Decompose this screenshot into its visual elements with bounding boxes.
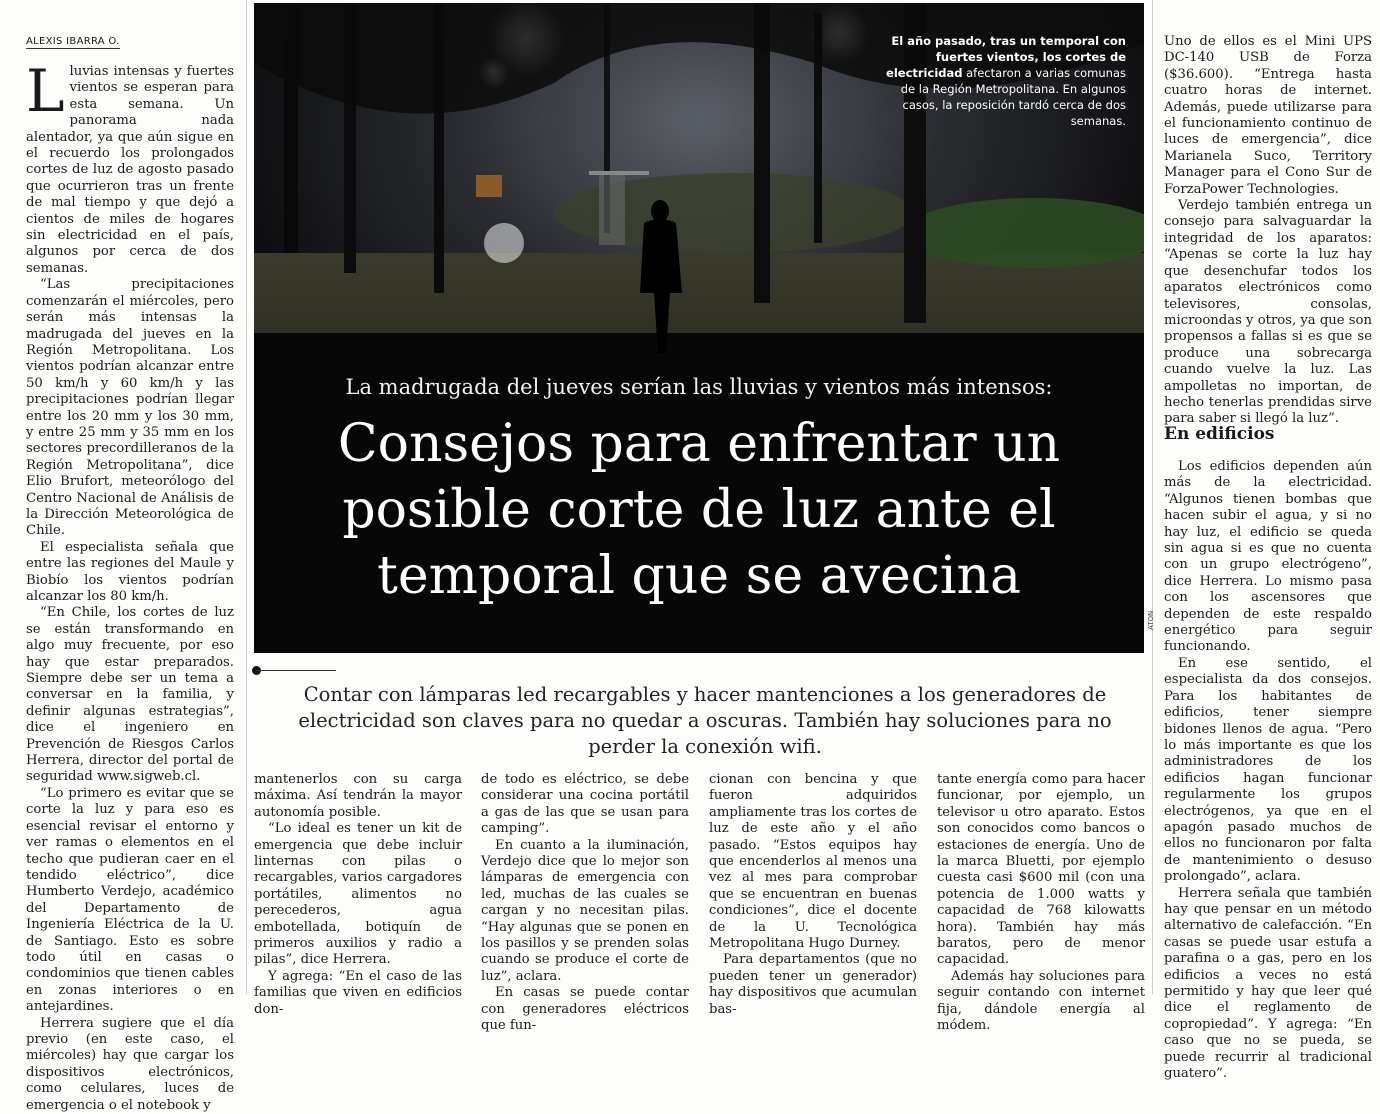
article-column-4: [709, 772, 917, 1018]
paragraph: “Las precipitaciones comenzarán el miércoles, pero serán más intensas la madrugada del jueves en la Región Metropolitana. Los vientos podrían alcanzar entre 50 km/h y 60 km/h y las precipitaciones podrían llegar entre los 20 mm y los 30 mm, y entre 25 mm y 35 mm en los sectores precordilleranos de la Región Metropolitana”, dice Elio Brufort, meteorólogo del Centro Nacional de Análisis de la Dirección Meteorológica de Chile.: [26, 277, 234, 539]
article-column-2: [254, 772, 462, 1018]
kicker: La madrugada del jueves serían las lluvias y vientos más intensos:: [345, 375, 1053, 399]
paragraph: Además hay soluciones para seguir contando con internet fija, dándole energía al módem.: [937, 968, 1145, 1034]
paragraph: cionan con bencina y que fueron adquiridos ampliamente tras los cortes de luz de este año y el año pasado. “Estos equipos hay que encenderlos al menos una vez al mes para comprobar que se encuentran en buenas condiciones”, dice el docente de la U. Tecnológica Metropolitana Hugo Durney.: [709, 772, 917, 952]
paragraph: El especialista señala que entre las regiones del Maule y Biobío los vientos podrían alcanzar los 80 km/h.: [26, 539, 234, 604]
paragraph: Para departamentos (que no pueden tener un generador) hay dispositivos que acumulan bas-: [709, 952, 917, 1017]
paragraph: Herrera sugiere que el día previo (en este caso, el miércoles) hay que cargar los dispositivos electrónicos, como celulares, luces de emergencia o el notebook y: [26, 1015, 234, 1113]
paragraph: En casas se puede contar con generadores eléctricos que fun-: [481, 985, 689, 1034]
article-column-3: [481, 772, 689, 1035]
photo-credit: ATON: [1147, 610, 1155, 630]
photo-caption: [886, 33, 1126, 129]
column-rule: [1152, 0, 1153, 994]
paragraph: Verdejo también entrega un consejo para salvaguardar la integridad de los aparatos: “Apenas se corte la luz hay que desenchufar todos los aparatos electrónicos como televisores, consolas, microondas y otros, ya que son propensos a fallas si es que se produce una sobrecarga cuando vuelve la luz. Las ampolletas no importan, de hecho tenerlas prendidas sirve para saber si llegó la luz”.: [1164, 198, 1372, 427]
paragraph: de todo es eléctrico, se debe considerar una cocina portátil a gas de las que se usan para camping”.: [481, 772, 689, 837]
headline: Consejos para enfrentar un posible corte de luz ante el temporal que se avecina: [337, 414, 1061, 606]
paragraph: “Lo ideal es tener un kit de emergencia que debe incluir linternas con pilas o recargables, varios cargadores portátiles, alimentos no perecederos, agua embotellada, botiquín de primeros auxilios y radio a pilas”, dice Herrera.: [254, 821, 462, 968]
paragraph: mantenerlos con su carga máxima. Así tendrán la mayor autonomía posible.: [254, 772, 462, 820]
hero-photo: [254, 3, 1144, 653]
paragraph: Y agrega: “En el caso de las familias que viven en edificios don-: [254, 968, 462, 1017]
article-column-1: [26, 57, 234, 1114]
deck: Contar con lámparas led recargables y hacer mantenciones a los generadores de electricidad son claves para no quedar a oscuras. También hay soluciones para no perder la conexión wifi.: [298, 683, 1112, 758]
article-column-6b: [1164, 459, 1372, 1082]
column-rule: [246, 0, 247, 994]
article-column-6: [1164, 34, 1372, 428]
caption-text: afectaron a varias comunas de la Región Metropolitana. En algunos casos, la reposición tardó cerca de dos semanas.: [900, 66, 1126, 128]
paragraph: En cuanto a la iluminación, Verdejo dice que lo mejor son lámparas de emergencia con led, muchas de las cuales se cargan y no necesitan pilas. “Hay algunas que se ponen en los pasillos y se prenden solas cuando se produce el corte de luz”, aclara.: [481, 837, 689, 984]
article-column-5: [937, 772, 1145, 1035]
paragraph: luvias intensas y fuertes vientos se esperan para esta semana. Un panorama nada alentador, ya que aún sigue en el recuerdo los prolongados cortes de luz de agosto pasado que ocurrieron tras un frente de mal tiempo y que dejó a cientos de miles de hogares sin electricidad en el país, algunos por cerca de dos semanas.: [26, 64, 234, 276]
drop-cap: L: [26, 57, 65, 125]
deck-rule: [256, 670, 336, 671]
caption-bold: El año pasado, tras un temporal con fuertes vientos, los cortes de electricidad: [886, 34, 1126, 80]
paragraph: En ese sentido, el especialista da dos consejos. Para los habitantes de edificios, tener siempre bidones llenos de agua. “Pero lo más importante es que los administradores de los edificios hagan funcionar regularmente los grupos electrógenos, ya que en el apagón pasado muchos de ellos no funcionaron por falta de mantenimiento o desuso prolongado”, aclara.: [1164, 655, 1372, 885]
paragraph: Los edificios dependen aún más de la electricidad. “Algunos tienen bombas que hacen subir el agua, y si no hay luz, el edificio se queda sin agua si es que no cuenta con un grupo electrógeno”, dice Herrera. Lo mismo pasa con los ascensores que dependen de este respaldo energético para seguir funcionando.: [1164, 459, 1372, 655]
paragraph: tante energía como para hacer funcionar, por ejemplo, un televisor u otro aparato. Estos son conocidos como bancos o estaciones de energía. Uno de la marca Bluetti, por ejemplo cuesta casi $600 mil (con una potencia de 1.000 watts y capacidad de 768 kilowatts hora). También hay más baratos, pero de menor capacidad.: [937, 772, 1145, 968]
paragraph: “Lo primero es evitar que se corte la luz y para eso es esencial revisar el entorno y ver ramas o elementos en el techo que pudieran caer en el tendido eléctrico”, dice Humberto Verdejo, académico del Departamento de Ingeniería Eléctrica de la U. de Santiago. Esto es sobre todo útil en casas o condominios que tienen cables en zonas interiores o en antejardines.: [26, 785, 234, 1015]
byline: ALEXIS IBARRA O.: [26, 36, 120, 47]
subheading: En edificios: [1164, 424, 1275, 444]
paragraph: “En Chile, los cortes de luz se están transformando en algo muy frecuente, por eso hay que estar preparados. Siempre debe ser un tema a conversar en la familia, y definir algunas estrategias”, dice el ingeniero en Prevención de Riesgos Carlos Herrera, director del portal de seguridad www.sigweb.cl.: [26, 605, 234, 785]
paragraph: Uno de ellos es el Mini UPS DC-140 USB de Forza ($36.600). “Entrega hasta cuatro horas de internet. Además, puede utilizarse para el funcionamiento continuo de luces de emergencia”, dice Marianela Suco, Territory Manager para el Cono Sur de ForzaPower Technologies.: [1164, 34, 1372, 197]
paragraph: Herrera señala que también hay que pensar en un método alternativo de calefacción. “En casas se puede usar estufa a parafina o a gas, pero en los edificios a veces no está permitido y hay que leer qué dice el reglamento de copropiedad”. Y agrega: “En caso que no se pueda, se puede recurrir al tradicional guatero”.: [1164, 885, 1372, 1082]
